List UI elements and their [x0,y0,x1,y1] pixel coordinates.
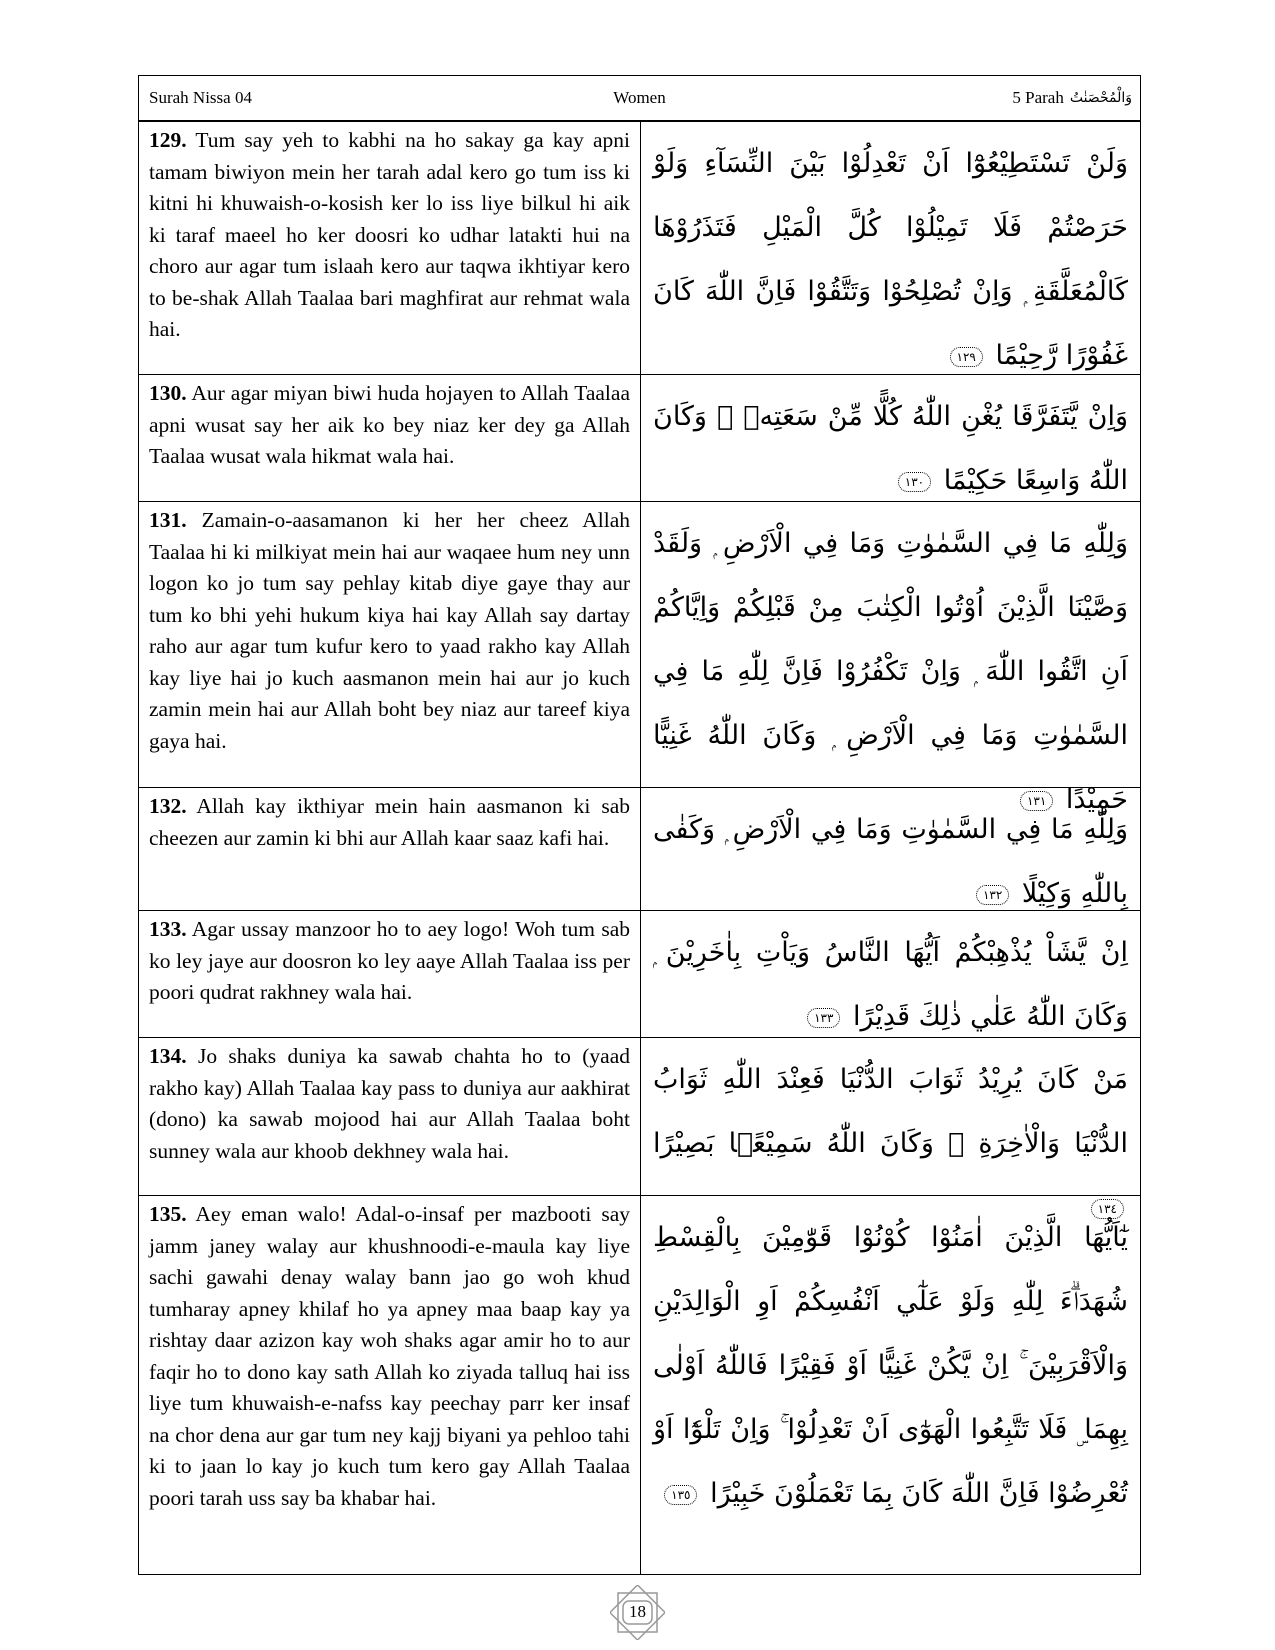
parah-arabic-name: وَالْمُحْصَنٰتُ [1069,90,1132,106]
verse-number: 129. [149,128,187,152]
verse-arabic [641,911,1140,1037]
verse-arabic [641,1196,1140,1574]
surah-english-name: Women [613,88,666,107]
translation-text: Tum say yeh to kabhi na ho sakay ga kay apni tamam biwiyon mein her tarah adal kero go tum iss ki kitni hi khuwaish-o-kosish ker lo iss liye bilkul hi aik ki taraf maeel ho ker doosri ko udhar latakti hui na choro aur agar tum islaah kero aur taqwa ikhtiyar kero to be-shak Allah Taalaa bari maghfirat aur rehmat wala hai. [149,128,630,341]
verse-number: 133. [149,917,187,941]
verse-row [139,374,1140,501]
translation-text: Aey eman walo! Adal-o-insaf per mazbooti say jamm janey walay aur khushnoodi-e-maula kay liye sachi gawahi denay walay bann jao go woh khud tumharay apney khilaf ho ya apney maa baap kay ya rishtay daar azizon kay woh shaks agar amir ho to aur faqir ho to dono kay sath Allah ko ziyada talluq hai iss liye tum khuwaish-e-nafss kay peechay parr ker insaf na chor dena aur gar tum ney kajj biyani ya pehloo tahi ki to jaan lo kay jo kuch tum kero gay Allah Taalaa poori tarah uss say ba khabar hai. [149,1202,630,1510]
ayah-end-marker-icon: ١٣٥ [664,1485,697,1505]
verse-translation [139,788,641,910]
verse-number: 130. [149,381,187,405]
verse-number: 131. [149,508,187,532]
verse-translation [139,1196,641,1574]
parah-number: 5 Parah [1012,88,1064,107]
page-number-emblem [610,1585,665,1640]
verse-arabic [641,788,1140,910]
verse-translation [139,911,641,1037]
verse-row [139,910,1140,1037]
verse-number: 135. [149,1202,187,1226]
ayah-end-marker-icon: ١٣٠ [898,472,931,492]
verse-arabic [641,375,1140,501]
translation-text: Jo shaks duniya ka sawab chahta ho to (yaad rakho kay) Allah Taalaa kay pass to duniya aur aakhirat (dono) ka sawab mojood hai aur Allah Taalaa boht sunney wala aur khoob dekhney wala hai. [149,1044,630,1163]
arabic-text: وَلِلّٰهِ مَا فِي السَّمٰوٰتِ وَمَا فِي الْاَرْضِ ۭ وَلَقَدْ وَصَّيْنَا الَّذِيْنَ اُوْتُوا الْكِتٰبَ مِنْ قَبْلِكُمْ وَاِيَّاكُمْ اَنِ اتَّقُوا اللّٰهَ ۭ وَاِنْ تَكْفُرُوْا فَاِنَّ لِلّٰهِ مَا فِي السَّمٰوٰتِ وَمَا فِي الْاَرْضِ ۭ وَكَانَ اللّٰهُ غَنِيًّا حَمِيْدًا [653,528,1128,815]
translation-text: Aur agar miyan biwi huda hojayen to Allah Taalaa apni wusat say her aik ko bey niaz ker dey ga Allah Taalaa wusat wala hikmat wala hai. [149,381,630,468]
verse-number: 134. [149,1044,187,1068]
arabic-text: مَنْ كَانَ يُرِيْدُ ثَوَابَ الدُّنْيَا فَعِنْدَ اللّٰهِ ثَوَابُ الدُّنْيَا وَالْاٰخِرَةِ ۭ وَكَانَ اللّٰهُ سَمِيْعًۢا بَصِيْرًا [653,1064,1128,1159]
verse-row [139,787,1140,910]
parah-label [1012,88,1132,108]
translation-text: Zamain-o-aasamanon ki her her cheez Allah Taalaa hi ki milkiyat mein hai aur waqaee hum ney unn logon ko jo tum say pehlay kitab diye gaye thay aur tum ko bhi yehi hukum kiya hai kay Allah say dartay raho aur agar tum kufur kero to yaad rakho kay Allah kay liye hai jo kuch aasmanon mein hai aur jo kuch zamin mein hai aur Allah boht bey niaz aur tareef kiya gaya hai. [149,508,630,753]
verse-row [139,121,1140,374]
verse-arabic [641,122,1140,374]
arabic-text: يٰٓاَيُّهَا الَّذِيْنَ اٰمَنُوْا كُوْنُوْا قَوّٰمِيْنَ بِالْقِسْطِ شُهَدَاۗءَ لِلّٰهِ وَلَوْ عَلٰٓي اَنْفُسِكُمْ اَوِ الْوَالِدَيْنِ وَالْاَقْرَبِيْنَ ۚ اِنْ يَّكُنْ غَنِيًّا اَوْ فَقِيْرًا فَاللّٰهُ اَوْلٰى بِهِمَا ۣ فَلَا تَتَّبِعُوا الْهَوٰٓى اَنْ تَعْدِلُوْا ۚ وَاِنْ تَلْوٗٓا اَوْ تُعْرِضُوْا فَاِنَّ اللّٰهَ كَانَ بِمَا تَعْمَلُوْنَ خَبِيْرًا [653,1222,1128,1509]
verse-arabic [641,1038,1140,1216]
surah-title: Surah Nissa 04 [149,88,252,107]
verse-translation [139,1038,641,1195]
verse-translation [139,502,641,787]
arabic-text: وَلَنْ تَسْتَطِيْعُوْٓا اَنْ تَعْدِلُوْا بَيْنَ النِّسَآءِ وَلَوْ حَرَصْتُمْ فَلَا تَمِيْلُوْا كُلَّ الْمَيْلِ فَتَذَرُوْهَا كَالْمُعَلَّقَةِ ۭ وَاِنْ تُصْلِحُوْا وَتَتَّقُوْا فَاِنَّ اللّٰهَ كَانَ غَفُوْرًا رَّحِيْمًا [653,148,1128,371]
ayah-end-marker-icon: ١٣١ [1020,791,1053,811]
verse-table [138,75,1141,1575]
page-header [139,76,1140,121]
ayah-end-marker-icon: ١٢٩ [950,347,983,367]
ayah-end-marker-icon: ١٣٣ [807,1008,840,1028]
arabic-text: وَلِلّٰهِ مَا فِي السَّمٰوٰتِ وَمَا فِي الْاَرْضِ ۭ وَكَفٰى بِاللّٰهِ وَكِيْلًا [653,814,1128,909]
translation-text: Allah kay ikthiyar mein hain aasmanon ki sab cheezen aur zamin ki bhi aur Allah kaar saaz kafi hai. [149,794,630,850]
translation-text: Agar ussay manzoor ho to aey logo! Woh tum sab ko ley jaye aur doosron ko ley aaye Allah Taalaa iss per poori qudrat rakhney wala hai. [149,917,630,1004]
verse-row [139,1195,1140,1574]
verse-translation [139,122,641,374]
ayah-end-marker-icon: ١٣٢ [976,885,1009,905]
arabic-text: وَاِنْ يَّتَفَرَّقَا يُغْنِ اللّٰهُ كُلًّا مِّنْ سَعَتِهٖ ۭ وَكَانَ اللّٰهُ وَاسِعًا حَكِيْمًا [653,401,1128,496]
arabic-text: اِنْ يَّشَاْ يُذْهِبْكُمْ اَيُّهَا النَّاسُ وَيَاْتِ بِاٰخَرِيْنَ ۭ وَكَانَ اللّٰهُ عَلٰي ذٰلِكَ قَدِيْرًا [653,937,1128,1032]
page-number: 18 [629,1602,646,1621]
verse-translation [139,375,641,501]
verse-arabic [641,502,1140,815]
ayah-end-marker-icon: ١٣٤ [1091,1199,1124,1219]
verse-number: 132. [149,794,187,818]
